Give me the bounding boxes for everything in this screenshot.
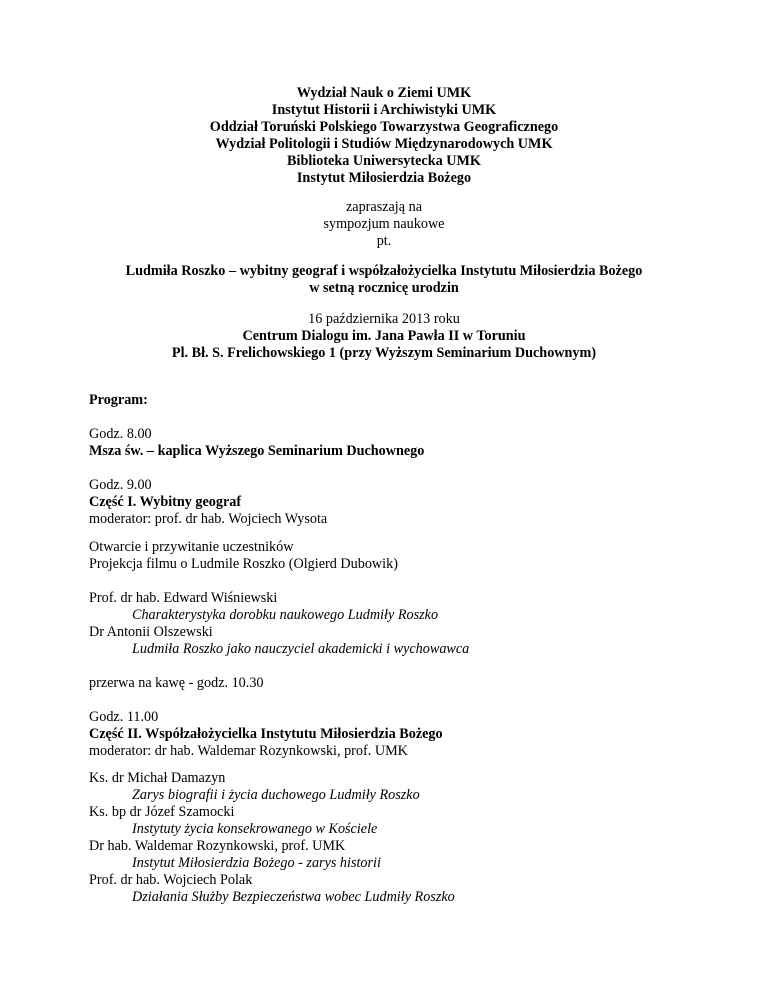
talk-speaker: Ks. bp dr Józef Szamocki <box>89 804 235 820</box>
program-section <box>89 392 709 409</box>
event-venue: Centrum Dialogu im. Jana Pawła II w Toruniu <box>242 328 526 344</box>
part2-title: Część II. Współzałożycielka Instytutu Miłosierdzia Bożego <box>89 726 443 742</box>
part1-header <box>89 477 709 528</box>
invite-line: pt. <box>376 233 392 249</box>
part2-time: Godz. 11.00 <box>89 709 159 725</box>
break-line: przerwa na kawę - godz. 10.30 <box>89 675 264 691</box>
opening-line: Otwarcie i przywitanie uczestników <box>89 539 294 555</box>
film-line: Projekcja filmu o Ludmile Roszko (Olgierd Dubowik) <box>89 556 398 572</box>
part1-moderator: moderator: prof. dr hab. Wojciech Wysota <box>89 511 328 527</box>
event-date: 16 października 2013 roku <box>308 311 460 327</box>
part1-time: Godz. 9.00 <box>89 477 152 493</box>
event-address: Pl. Bł. S. Frelichowskiego 1 (przy Wyższym Seminarium Duchownym) <box>171 345 597 361</box>
organizer-line: Instytut Historii i Archiwistyki UMK <box>271 102 497 118</box>
part2-talks <box>89 770 709 906</box>
title-line: Ludmiła Roszko – wybitny geograf i współzałożycielka Instytutu Miłosierdzia Bożego <box>125 263 643 279</box>
coffee-break <box>89 675 709 692</box>
organizer-line: Instytut Miłosierdzia Bożego <box>296 170 472 186</box>
part1-opening <box>89 539 709 573</box>
part2-moderator: moderator: dr hab. Waldemar Rozynkowski, prof. UMK <box>89 743 408 759</box>
talk-speaker: Prof. dr hab. Wojciech Polak <box>89 872 253 888</box>
mass-title: Msza św. – kaplica Wyższego Seminarium Duchownego <box>89 443 425 459</box>
organizers-block <box>0 85 768 187</box>
invite-block <box>0 199 768 250</box>
symposium-title <box>0 263 768 297</box>
mass-time: Godz. 8.00 <box>89 426 152 442</box>
talk-speaker: Dr Antonii Olszewski <box>89 624 213 640</box>
talk-speaker: Dr hab. Waldemar Rozynkowski, prof. UMK <box>89 838 346 854</box>
part2-header <box>89 709 709 760</box>
talk-speaker: Ks. dr Michał Damazyn <box>89 770 226 786</box>
mass-block <box>89 426 709 460</box>
talk-topic: Działania Służby Bezpieczeństwa wobec Ludmiły Roszko <box>132 889 455 905</box>
talk-topic: Instytuty życia konsekrowanego w Kościele <box>132 821 378 837</box>
talk-speaker: Prof. dr hab. Edward Wiśniewski <box>89 590 278 606</box>
part1-title: Część I. Wybitny geograf <box>89 494 242 510</box>
organizer-line: Wydział Nauk o Ziemi UMK <box>296 85 472 101</box>
invite-line: sympozjum naukowe <box>323 216 445 232</box>
invite-line: zapraszają na <box>345 199 422 215</box>
talk-topic: Ludmiła Roszko jako nauczyciel akademicki i wychowawca <box>132 641 470 657</box>
talk-topic: Instytut Miłosierdzia Bożego - zarys historii <box>132 855 381 871</box>
organizer-line: Oddział Toruński Polskiego Towarzystwa Geograficznego <box>209 119 559 135</box>
event-info <box>0 311 768 362</box>
organizer-line: Biblioteka Uniwersytecka UMK <box>287 153 481 169</box>
talk-topic: Charakterystyka dorobku naukowego Ludmiły Roszko <box>132 607 439 623</box>
title-line: w setną rocznicę urodzin <box>309 280 459 296</box>
organizer-line: Wydział Politologii i Studiów Międzynarodowych UMK <box>215 136 553 152</box>
program-heading: Program: <box>89 392 148 408</box>
talk-topic: Zarys biografii i życia duchowego Ludmiły Roszko <box>132 787 420 803</box>
part1-talks <box>89 590 709 658</box>
